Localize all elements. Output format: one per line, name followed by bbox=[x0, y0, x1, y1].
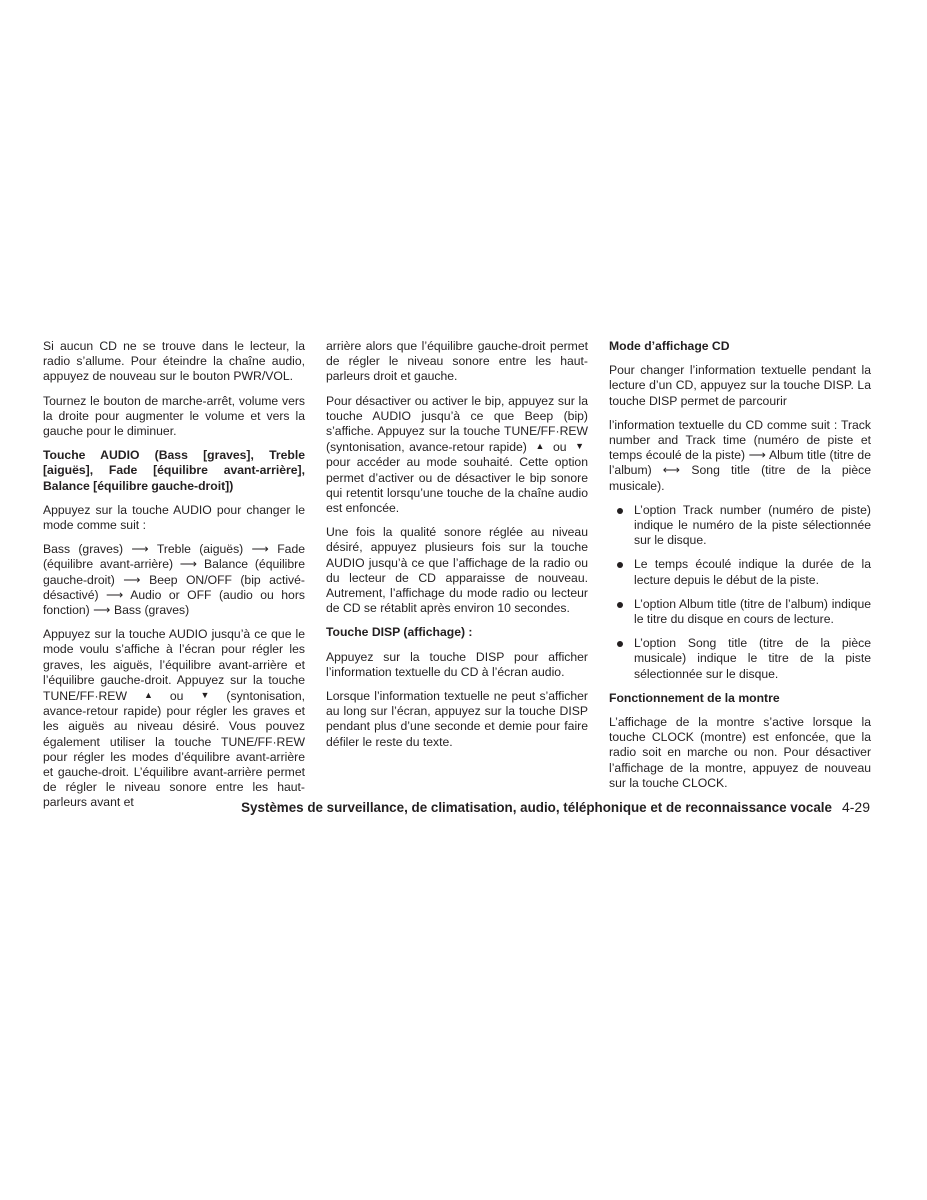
paragraph: Une fois la qualité sonore réglée au niveau désiré, appuyez plusieurs fois sur la touche AUDIO jusqu’à ce que l’affichage de la radio ou du lecteur de CD apparaisse de nouveau. Autrement, l’affichage du mode radio ou lecteur de CD se rétablit après environ 10 secondes. bbox=[326, 525, 588, 616]
text-run: pour accéder au mode souhaité. Cette option permet d’activer ou de désactiver le bip sonore qui retentit lorsqu’une touche de la chaîne audio est enfoncée. bbox=[326, 455, 588, 516]
text-run: Pour désactiver ou activer le bip, appuyez sur la touche AUDIO jusqu’à ce que Beep (bip) s’affiche. Appuyez sur la touche TUNE/FF·REW (syntonisation, avance-retour rapide) bbox=[326, 393, 588, 455]
list-item-text: Le temps écoulé indique la durée de la lecture depuis le début de la piste. bbox=[634, 557, 871, 587]
paragraph: Bass (graves) ⟶ Treble (aiguës) ⟶ Fade (équilibre avant-arrière) ⟶ Balance (équilibre gauche-droit) ⟶ Beep ON/OFF (bip activé-désactivé) ⟶ Audio or OFF (audio ou hors fonction) ⟶ Bass (graves) bbox=[43, 542, 305, 618]
column-middle bbox=[326, 339, 588, 759]
list-item bbox=[609, 557, 871, 587]
triangle-down-icon: ▼ bbox=[200, 690, 210, 701]
column-left bbox=[43, 339, 305, 820]
triangle-up-icon: ▲ bbox=[143, 690, 153, 701]
paragraph: Appuyez sur la touche DISP pour afficher l’information textuelle du CD à l’écran audio. bbox=[326, 649, 588, 679]
list-item-text: L’option Song title (titre de la pièce musicale) indique le titre de la piste sélectionnée sur le disque. bbox=[634, 636, 871, 681]
bullet-icon bbox=[617, 641, 623, 647]
paragraph: Pour changer l’information textuelle pendant la lecture d’un CD, appuyez sur la touche DISP. La touche DISP permet de parcourir bbox=[609, 363, 871, 408]
list-item-text: L’option Album title (titre de l’album) indique le titre du disque en cours de lecture. bbox=[634, 596, 871, 627]
section-heading-audio: Touche AUDIO (Bass [graves], Treble [aiguës], Fade [équilibre avant-arrière], Balance [équilibre gauche-droit]) bbox=[43, 448, 305, 493]
text-run: (syntonisation, avance-retour rapide) pour régler les graves et les aiguës au niveau désiré. Vous pouvez également utiliser la touche TUNE/FF·REW pour régler les modes d’équilibre avant-arrière et gauche-droit. L’équilibre avant-arrière permet de régler le niveau sonore entre les haut-parleurs avant et bbox=[43, 689, 306, 810]
page-footer bbox=[241, 799, 870, 815]
paragraph: L’affichage de la montre s’active lorsque la touche CLOCK (montre) est enfoncée, que la radio soit en marche ou non. Pour désactiver l’affichage de la montre, appuyez de nouveau sur la touche CLOCK. bbox=[609, 715, 871, 790]
page-number: 4-29 bbox=[841, 799, 870, 815]
bullet-icon bbox=[617, 562, 623, 568]
footer-section-title: Systèmes de surveillance, de climatisation, audio, téléphonique et de reconnaissance vocale bbox=[241, 800, 832, 815]
section-heading-disp: Touche DISP (affichage) : bbox=[326, 625, 473, 640]
text-run: ou bbox=[169, 689, 184, 704]
paragraph bbox=[43, 627, 305, 810]
bullet-icon bbox=[617, 508, 623, 514]
paragraph: Tournez le bouton de marche-arrêt, volume vers la droite pour augmenter le volume et vers la gauche pour le diminuer. bbox=[43, 393, 305, 439]
text-run: Appuyez sur la touche AUDIO jusqu’à ce que le mode voulu s’affiche à l’écran pour régler les graves, les aiguës, l’équilibre avant-arrière et l’équilibre gauche-droit. Appuyez sur la touche TUNE/FF·REW bbox=[43, 627, 305, 704]
list-item bbox=[609, 503, 871, 549]
section-heading-cd-display: Mode d’affichage CD bbox=[609, 339, 730, 353]
list-item bbox=[609, 636, 871, 682]
bullet-list bbox=[609, 503, 871, 682]
paragraph: Lorsque l’information textuelle ne peut s’afficher au long sur l’écran, appuyez sur la touche DISP pendant plus d’une seconde et demie pour faire défiler le reste du texte. bbox=[326, 689, 588, 749]
triangle-down-icon: ▼ bbox=[575, 441, 584, 452]
section-heading-clock: Fonctionnement de la montre bbox=[609, 690, 780, 705]
paragraph: l’information textuelle du CD comme suit : Track number and Track time (numéro de piste et temps écoulé de la piste) ⟶ Album title (titre de l’album) ⟷ Song title (titre de la pièce musicale). bbox=[609, 417, 871, 493]
text-run: ou bbox=[552, 440, 567, 455]
list-item bbox=[609, 597, 871, 627]
paragraph: Appuyez sur la touche AUDIO pour changer le mode comme suit : bbox=[43, 502, 305, 533]
triangle-up-icon: ▲ bbox=[535, 441, 545, 452]
column-right bbox=[609, 339, 871, 800]
list-item-text: L’option Track number (numéro de piste) indique le numéro de la piste sélectionnée sur le disque. bbox=[634, 502, 871, 548]
paragraph: Si aucun CD ne se trouve dans le lecteur, la radio s’allume. Pour éteindre la chaîne audio, appuyez de nouveau sur le bouton PWR/VOL. bbox=[43, 339, 305, 384]
paragraph: arrière alors que l’équilibre gauche-droit permet de régler le niveau sonore entre les haut-parleurs droit et gauche. bbox=[326, 339, 588, 384]
bullet-icon bbox=[617, 602, 623, 608]
paragraph bbox=[326, 394, 588, 517]
